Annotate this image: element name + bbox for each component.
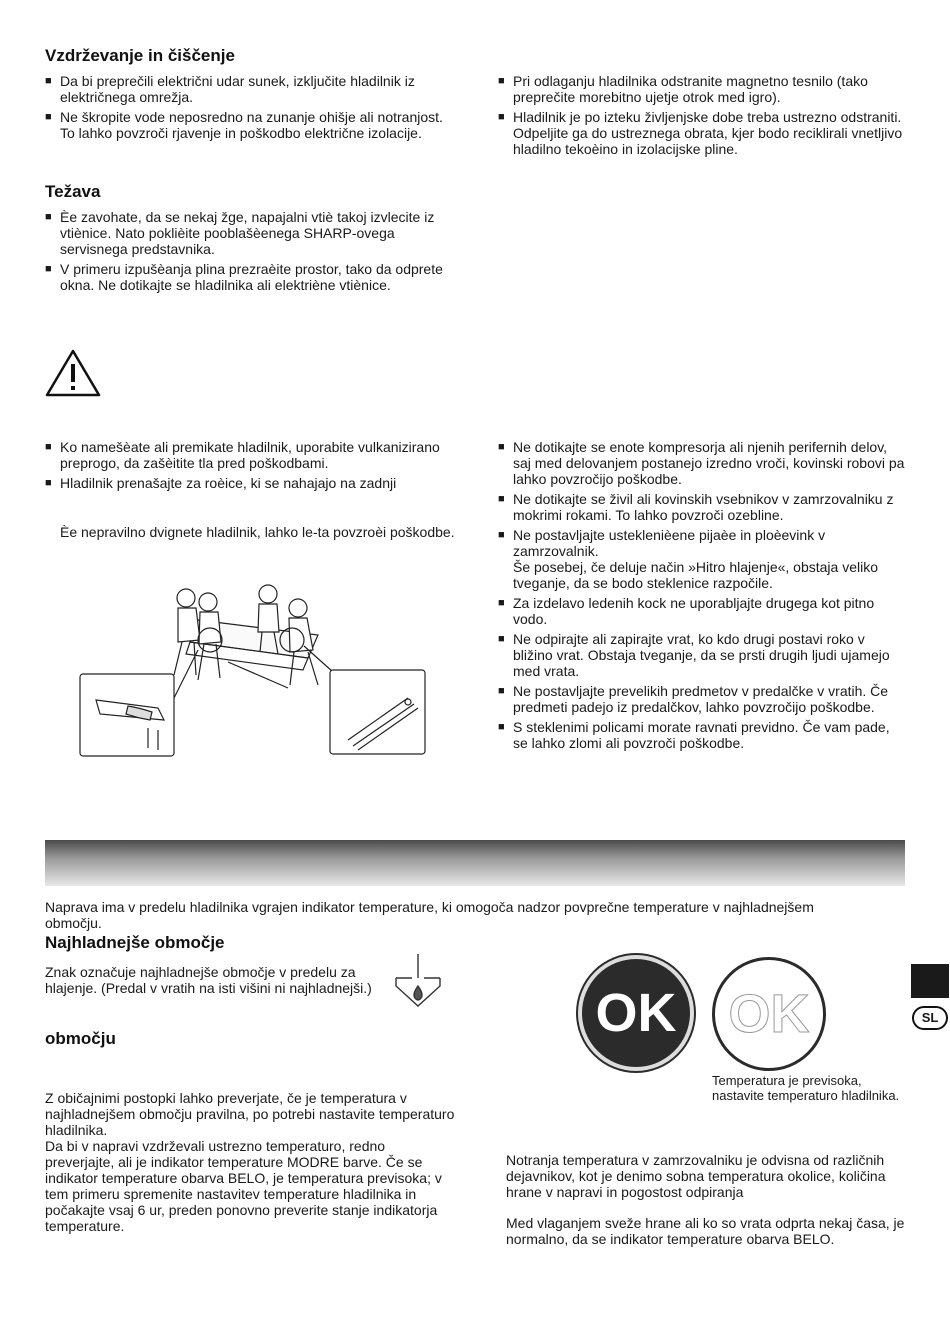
maintenance-right-list	[498, 73, 908, 161]
problem-title: Težava	[45, 182, 101, 201]
ok-indicator-white: OK	[712, 957, 826, 1071]
list-item: ■ Ne postavljajte prevelikih predmetov v predalčke v vratih. Če predmeti padejo iz predalčkov, lahko povzročijo poškodbe.	[498, 683, 908, 715]
ok-indicator-blue: OK	[578, 955, 694, 1071]
maintenance-title: Vzdrževanje in čiščenje	[45, 46, 235, 65]
list-item: ■ Èe zavohate, da se nekaj žge, napajalni vtiè takoj izvlecite iz vtiènice. Nato poklièite pooblašèenega SHARP-ovega servisnega predstavnika.	[45, 209, 455, 257]
problem-list	[45, 209, 455, 297]
caution-left-note: Èe nepravilno dvignete hladilnik, lahko le-ta povzroèi poškodbe.	[60, 524, 455, 540]
language-badge: SL	[912, 1006, 948, 1030]
list-item: ■ Ne odpirajte ali zapirajte vrat, ko kdo drugi postavi roko v bližino vrat. Obstaja tveganje, da se prsti drugih ljudi ujamejo med vrata.	[498, 631, 908, 679]
caution-right-list	[498, 439, 908, 755]
side-language-tab	[911, 964, 949, 998]
fresh-food-text: Med vlaganjem sveže hrane ali ko so vrata odprta nekaj časa, je normalno, da se indikator temperature obarva BELO.	[506, 1215, 905, 1247]
list-item: ■ Ne škropite vode neposredno na zunanje ohišje ali notranjost. To lahko povzroči rjavenje in poškodbo električne izolacije.	[45, 109, 455, 141]
freezer-text: Notranja temperatura v zamrzovalniku je odvisna od različnih dejavnikov, kot je denimo sobna temperatura okolice, količina hrane v napravi in pogostost odpiranja	[506, 1152, 886, 1200]
maintenance-left-list	[45, 73, 455, 145]
list-item: ■ S steklenimi policami morate ravnati previdno. Če vam pade, se lahko zlomi ali povzroči poškodbe.	[498, 719, 908, 751]
moving-illustration	[78, 580, 428, 760]
list-item	[498, 527, 908, 591]
list-item: ■ Za izdelavo ledenih kock ne uporabljajte drugega kot pitno vodo.	[498, 595, 908, 627]
list-item: ■ Hladilnik je po izteku življenjske dobe treba ustrezno odstraniti. Odpeljite ga do ustreznega obrata, kjer bodo reciklirali vnetljivo hladilno tekoèino in izolacijske pline.	[498, 109, 908, 157]
zone-title: območju	[45, 1029, 116, 1048]
zone-text-1: Z običajnimi postopki lahko preverjate, če je temperatura v najhladnejšem območju pravilna, po potrebi nastavite temperaturo hladilnika.	[45, 1090, 455, 1138]
list-item: ■ Ko namešèate ali premikate hladilnik, uporabite vulkanizirano preprogo, da zašèitite tla pred poškodbami.	[45, 439, 455, 471]
list-item: ■ V primeru izpušèanja plina prezraèite prostor, tako da odprete okna. Ne dotikajte se hladilnika ali elektriène vtiènice.	[45, 261, 455, 293]
section-header-bar	[45, 840, 905, 886]
zone-text-2: Da bi v napravi vzdrževali ustrezno temperaturo, redno preverjajte, ali je indikator temperature MODRE barve. Če se indikator temperature obarva BELO, je temperatura previsoka; v tem primeru spremenite nastavitev temperature hladilnika in počakajte vsaj 6 ur, preden ponovno preverite stanje indikatorja temperature.	[45, 1138, 442, 1234]
warning-icon	[44, 348, 102, 398]
coldest-zone-text: Znak označuje najhladnejše območje v predelu za hlajenje. (Predal v vratih na isti višini ni najhladnejši.)	[45, 964, 372, 996]
list-item-text: Ne postavljajte usteklenièene pijaèe in ploèevink v zamrzovalnik.	[513, 527, 826, 559]
warm-caption: Temperatura je previsoka, nastavite temperaturo hladilnika.	[712, 1073, 900, 1103]
coldest-zone-icon	[390, 952, 446, 1012]
list-item: ■ Hladilnik prenašajte za roèice, ki se nahajajo na zadnji	[45, 475, 455, 491]
list-item-note: Še posebej, če deluje način »Hitro hlajenje«, obstaja veliko tveganje, da se bodo steklenice razpočile.	[513, 559, 879, 591]
list-item: ■ Ne dotikajte se živil ali kovinskih vsebnikov v zamrzovalniku z mokrimi rokami. To lahko povzroči ozebline.	[498, 491, 908, 523]
coldest-zone-title: Najhladnejše območje	[45, 933, 225, 952]
list-item: ■ Da bi preprečili električni udar sunek, izključite hladilnik iz električnega omrežja.	[45, 73, 455, 105]
caution-left-list	[45, 439, 455, 495]
indicator-intro: Naprava ima v predelu hladilnika vgrajen indikator temperature, ki omogoča nadzor povprečne temperature v najhladnejšem območju.	[45, 899, 814, 931]
list-item: ■ Pri odlaganju hladilnika odstranite magnetno tesnilo (tako preprečite morebitno ujetje otrok med igro).	[498, 73, 908, 105]
list-item: ■ Ne dotikajte se enote kompresorja ali njenih perifernih delov, saj med delovanjem postanejo izredno vroči, kovinski robovi pa lahko povzročijo poškodbe.	[498, 439, 908, 487]
